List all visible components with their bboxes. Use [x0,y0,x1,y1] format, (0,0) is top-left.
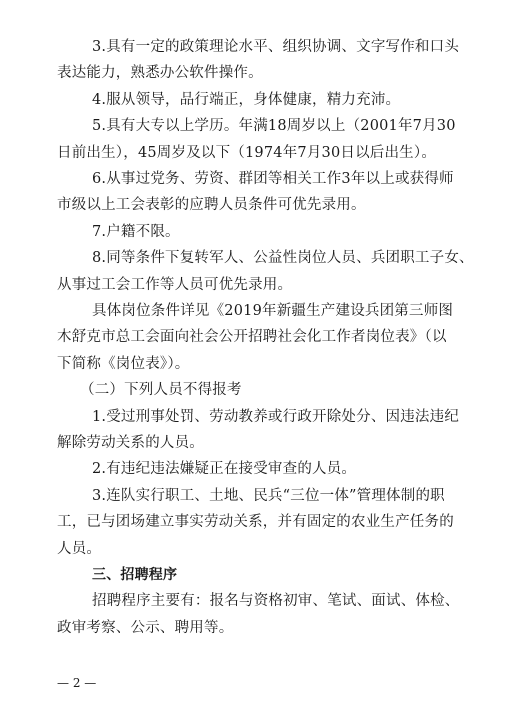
text-line: 7.户籍不限。 [92,223,180,240]
text-line: 从事过工会工作等人员可优先录用。 [57,276,293,293]
text-line: 6.从事过党务、劳资、群团等相关工作3年以上或获得师 [92,171,454,187]
text-line: 2.有违纪违法嫌疑正在接受审查的人员。 [92,461,357,478]
text-line: 3.具有一定的政策理论水平、组织协调、文字写作和口头 [92,39,460,55]
text-line: 1.受过刑事处罚、劳动教养或行政开除处分、因违法违纪 [92,408,460,425]
text-line: 市级以上工会表彰的应聘人员条件可优先录用。 [57,197,366,214]
text-line: 8.同等条件下复转军人、公益性岗位人员、兵团职工子女、 [92,250,474,267]
text-line: 政审考察、公示、聘用等。 [57,619,234,636]
text-line: 表达能力，熟悉办公软件操作。 [57,65,263,82]
text-line: 5.具有大专以上学历。年满18周岁以上（2001年7月30 [92,118,456,135]
section-subheading: （二）下列人员不得报考 [80,382,242,399]
text-line: 解除劳动关系的人员。 [57,435,204,451]
section-heading: 三、招聘程序 [92,567,178,583]
text-line: 日前出生），45周岁及以下（1974年7月30日以后出生）。 [57,144,437,161]
text-line: 下简称《岗位表》）。 [57,355,190,372]
text-line: 工，已与团场建立事实劳动关系，并有固定的农业生产任务的 [57,514,454,531]
text-line: 招聘程序主要有：报名与资格初审、笔试、面试、体检、 [92,593,460,610]
page-number: — 2 — [57,676,97,690]
text-line: 人员。 [57,540,102,557]
text-line: 4.服从领导，品行端正，身体健康，精力充沛。 [92,91,401,108]
text-line: 具体岗位条件详见《2019年新疆生产建设兵团第三师图 [92,303,454,319]
text-line: 3.连队实行职工、土地、民兵“三位一体”管理体制的职 [92,487,445,504]
text-line: 木舒克市总工会面向社会公开招聘社会化工作者岗位表》（以 [57,329,447,346]
